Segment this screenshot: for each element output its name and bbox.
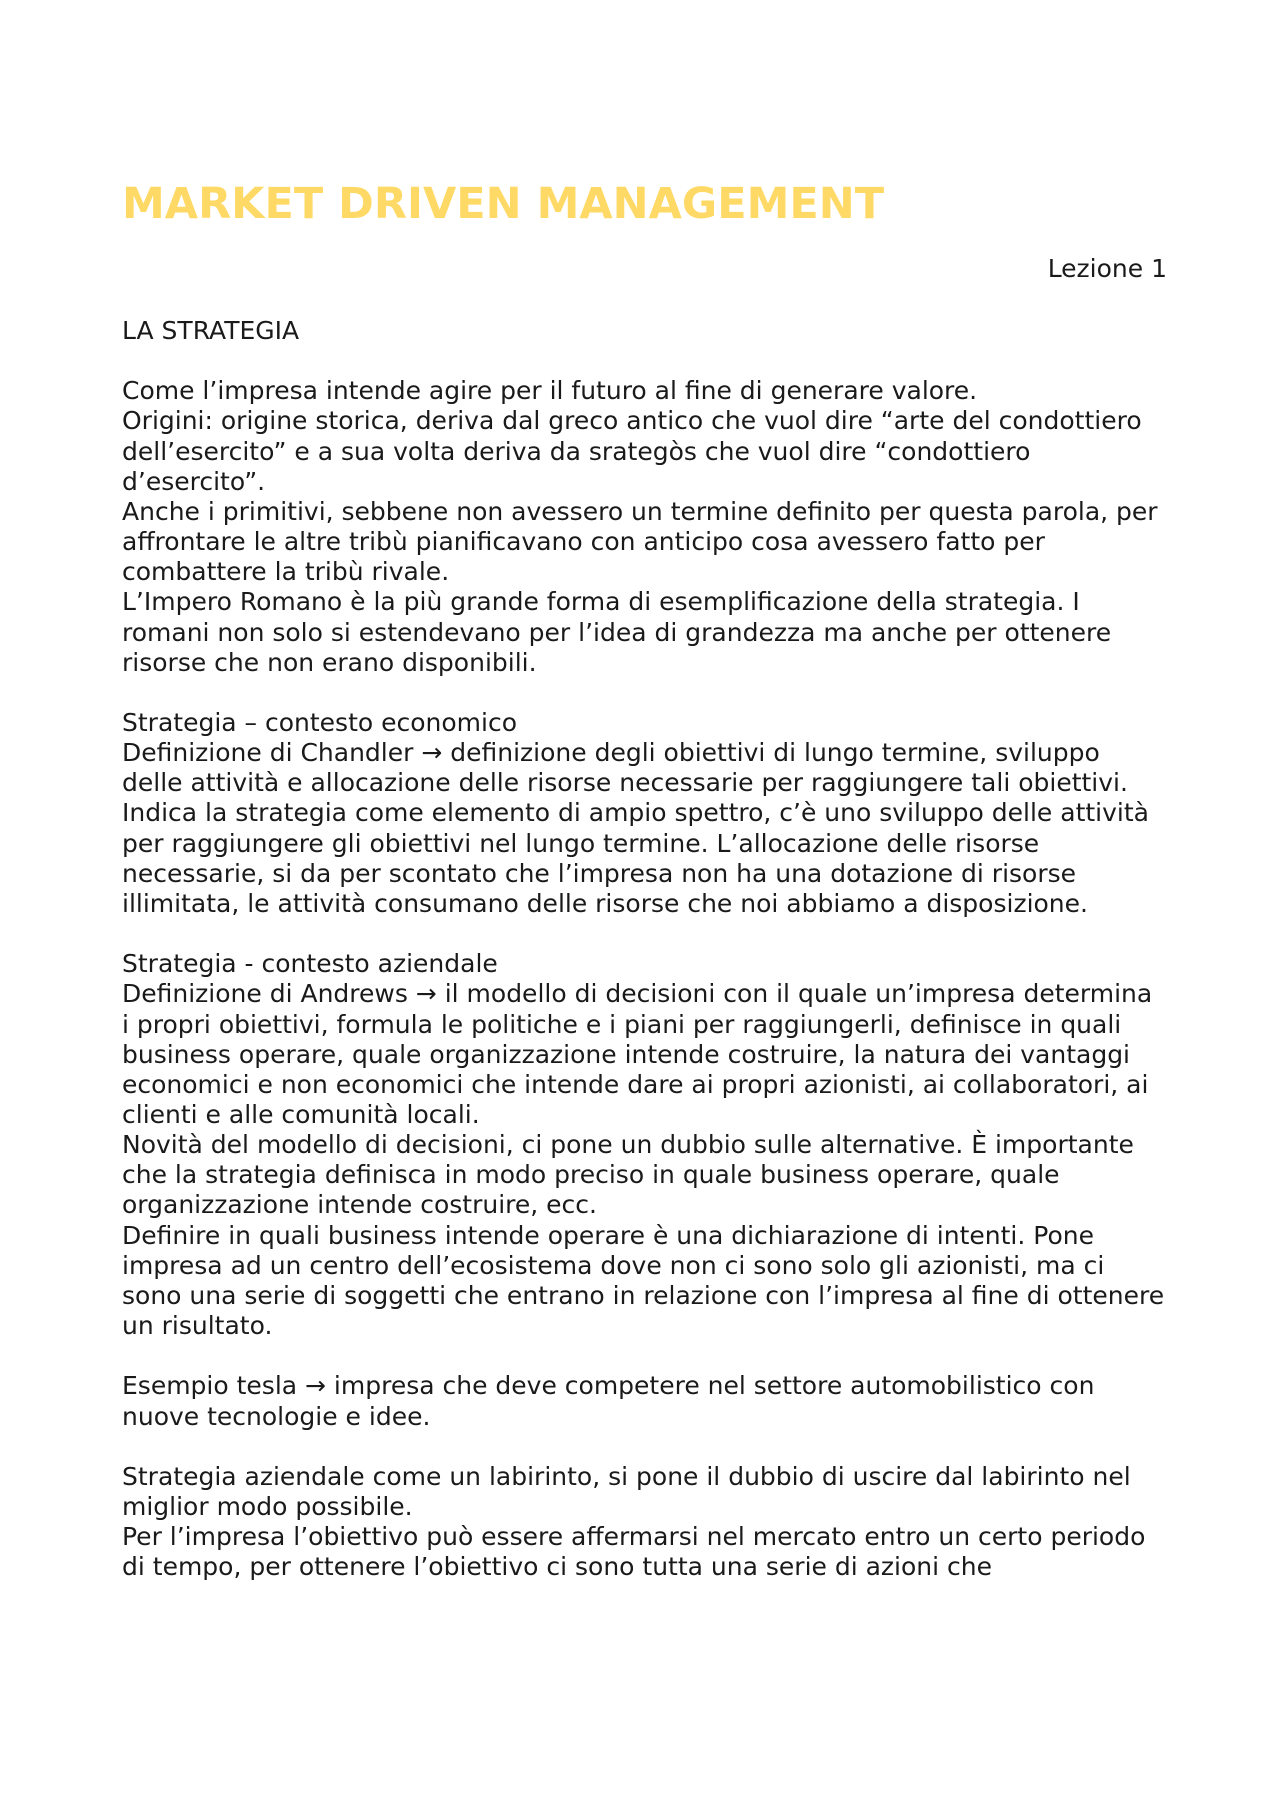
paragraph: Indica la strategia come elemento di ampio spettro, c’è uno sviluppo delle attività per raggiungere gli obiettivi nel lungo termine. L’allocazione delle risorse necessarie, si da per scontato che l’impresa non ha una dotazione di risorse illimitata, le attività consumano delle risorse che noi abbiamo a disposizione. xyxy=(122,798,1149,918)
paragraph: L’Impero Romano è la più grande forma di esemplificazione della strategia. I romani non solo si estendevano per l’idea di grandezza ma anche per ottenere risorse che non erano disponibili. xyxy=(122,587,1112,677)
blank-line xyxy=(122,678,1167,708)
blank-line xyxy=(122,1341,1167,1371)
paragraph: Novità del modello di decisioni, ci pone un dubbio sulle alternative. È importante che la strategia definisca in modo preciso in quale business operare, quale organizzazione intende costruire, ecc. xyxy=(122,1130,1134,1220)
paragraph: Come l’impresa intende agire per il futuro al fine di generare valore. xyxy=(122,376,978,406)
paragraph: Per l’impresa l’obiettivo può essere affermarsi nel mercato entro un certo periodo di tempo, per ottenere l’obiettivo ci sono tutta una serie di azioni che xyxy=(122,1522,1146,1582)
blank-line xyxy=(122,1432,1167,1462)
paragraph: Strategia aziendale come un labirinto, si pone il dubbio di uscire dal labirinto nel miglior modo possibile. xyxy=(122,1461,1131,1522)
blank-line xyxy=(122,346,1167,376)
paragraph: Esempio tesla → impresa che deve competere nel settore automobilistico con nuove tecnologie e idee. xyxy=(122,1371,1095,1431)
subheading: Strategia – contesto economico xyxy=(122,708,518,737)
paragraph: Definizione di Andrews → il modello di decisioni con il quale un’impresa determina i propri obiettivi, formula le politiche e i piani per raggiungerli, definisce in quali business operare, quale organizzazione intende costruire, la natura dei vantaggi economici e non economici che intende dare ai propri azionisti, ai collaboratori, ai clienti e alle comunità locali. xyxy=(122,979,1153,1130)
subheading: Strategia - contesto aziendale xyxy=(122,949,498,979)
section-heading: LA STRATEGIA xyxy=(122,316,300,345)
lesson-label: Lezione 1 xyxy=(1047,254,1167,283)
document-body xyxy=(122,316,1167,1582)
paragraph: Anche i primitivi, sebbene non avessero un termine definito per questa parola, per affrontare le altre tribù pianificavano con anticipo cosa avessero fatto per combattere la tribù rivale. xyxy=(122,496,1158,587)
blank-line xyxy=(122,919,1167,949)
document-title: MARKET DRIVEN MANAGEMENT xyxy=(122,179,885,229)
paragraph: Definizione di Chandler → definizione degli obiettivi di lungo termine, sviluppo delle attività e allocazione delle risorse necessarie per raggiungere tali obiettivi. xyxy=(122,738,1128,798)
paragraph: Definire in quali business intende operare è una dichiarazione di intenti. Pone impresa ad un centro dell’ecosistema dove non ci sono solo gli azionisti, ma ci sono una serie di soggetti che entrano in relazione con l’impresa al fine di ottenere un risultato. xyxy=(122,1220,1165,1341)
paragraph: Origini: origine storica, deriva dal greco antico che vuol dire “arte del condottiero dell’esercito” e a sua volta deriva da srategòs che vuol dire “condottiero d’esercito”. xyxy=(122,406,1142,496)
